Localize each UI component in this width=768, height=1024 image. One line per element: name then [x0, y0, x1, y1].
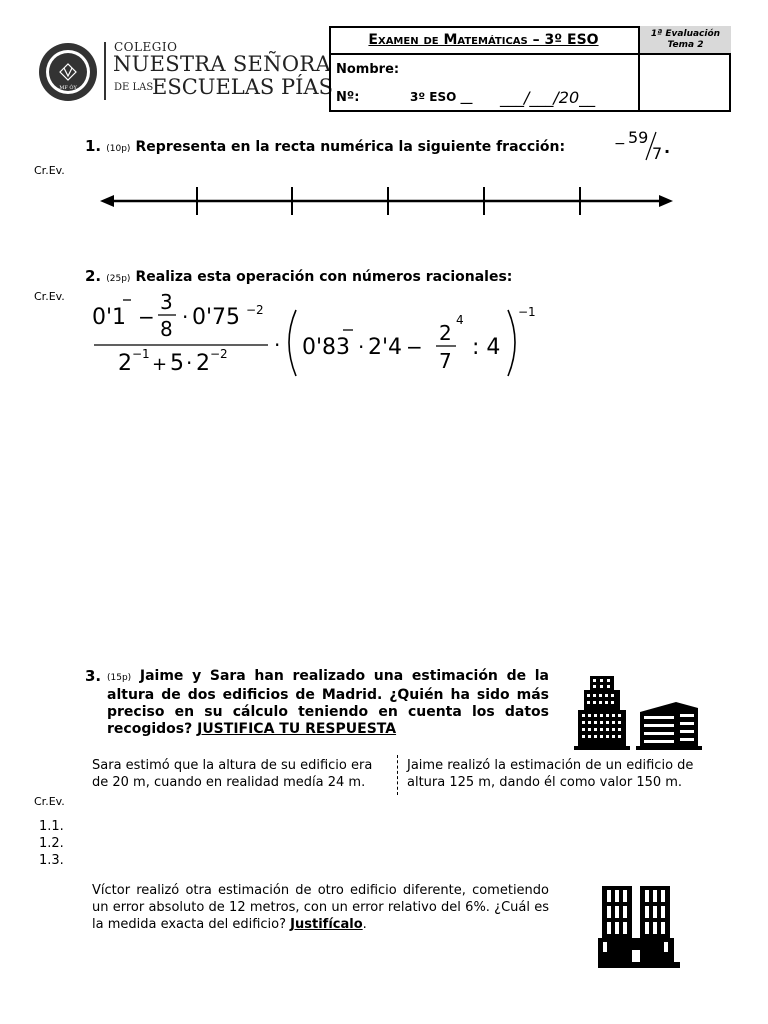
svg-text:−2: −2	[246, 303, 264, 317]
svg-text:2: 2	[439, 321, 452, 345]
svg-text:0'83: 0'83	[302, 335, 351, 360]
svg-text:8: 8	[160, 317, 173, 341]
number-line	[100, 185, 675, 219]
svg-text:2: 2	[196, 351, 210, 376]
crev-label: Cr.Ev.	[34, 164, 65, 177]
svg-text:2: 2	[118, 351, 132, 376]
svg-text:−: −	[138, 305, 155, 329]
svg-text:·: ·	[182, 305, 189, 329]
justificalo-label: Justifícalo	[290, 917, 363, 932]
question-3: 3. (15p) Jaime y Sara han realizado una estimación de la altura de dos edificios de Madrid. ¿Quién ha sido más preciso en su cálculo teniendo en cuenta los datos recogidos? JUSTIFICA TU RESPUESTA	[85, 667, 549, 737]
justify-label: JUSTIFICA TU RESPUESTA	[197, 721, 397, 737]
criterion-item: 1.1.	[39, 819, 64, 834]
question-2: 2. (25p) Realiza esta operación con números racionales:	[85, 267, 513, 285]
svg-text:7: 7	[439, 349, 452, 373]
svg-text:MF ÓY: MF ÓY	[59, 85, 77, 91]
school-seal-icon	[38, 42, 98, 102]
svg-text:0'75: 0'75	[192, 305, 241, 330]
svg-text:+: +	[152, 354, 168, 375]
svg-text:3: 3	[160, 290, 173, 314]
victor-statement: Víctor realizó otra estimación de otro edificio diferente, cometiendo un error absoluto de 12 metros, con un error relativo del 6%. ¿Cuál es la medida exacta del edificio? Justifícalo.	[92, 883, 549, 932]
exam-title: Examen de Matemáticas – 3º ESO	[329, 26, 640, 55]
logo-name-line2: ESCUELAS PÍAS	[152, 75, 333, 99]
statement-divider	[397, 755, 398, 795]
logo-colegio: COLEGIO	[114, 40, 178, 54]
svg-text:4: 4	[456, 313, 464, 327]
svg-text:−2: −2	[210, 347, 228, 361]
svg-text:−: −	[406, 335, 423, 359]
svg-text:5: 5	[170, 351, 184, 376]
svg-text:0'1: 0'1	[92, 305, 127, 330]
date-field: ___/___/20__	[500, 88, 596, 107]
fraction-59-7: − 59 7 .	[614, 128, 671, 163]
course-field: 3º ESO __	[410, 90, 473, 104]
crev-label: Cr.Ev.	[34, 290, 65, 303]
crev-label: Cr.Ev.	[34, 795, 65, 808]
svg-text:−1: −1	[518, 305, 536, 319]
svg-text:·: ·	[358, 335, 365, 359]
nombre-label: Nombre:	[336, 62, 400, 77]
twin-towers-icon	[598, 884, 680, 970]
jaime-statement: Jaime realizó la estimación de un edificio de altura 125 m, dando él como valor 150 m.	[407, 758, 694, 790]
criterion-item: 1.2.	[39, 836, 64, 851]
svg-text:·: ·	[186, 351, 193, 375]
office-building-icon	[636, 700, 702, 752]
evaluation-box: 1ª Evaluación Tema 2	[640, 26, 731, 55]
svg-text:·: ·	[274, 333, 281, 357]
svg-text:2'4: 2'4	[368, 335, 403, 360]
logo-name-line1: NUESTRA SEÑORA	[113, 52, 331, 76]
svg-text:−1: −1	[132, 347, 150, 361]
logo-divider	[104, 42, 106, 100]
numero-label: Nº:	[336, 90, 360, 105]
sara-statement: Sara estimó que la altura de su edificio era de 20 m, cuando en realidad medía 24 m.	[92, 758, 373, 790]
question-1: 1. (10p) Representa en la recta numérica la siguiente fracción:	[85, 137, 566, 155]
criteria-list	[39, 818, 64, 869]
rational-operation-formula	[88, 290, 548, 384]
skyscraper-icon	[574, 672, 630, 752]
criterion-item: 1.3.	[39, 853, 64, 868]
svg-text:: 4: : 4	[472, 335, 501, 360]
logo-de-las: DE LAS	[114, 82, 154, 93]
